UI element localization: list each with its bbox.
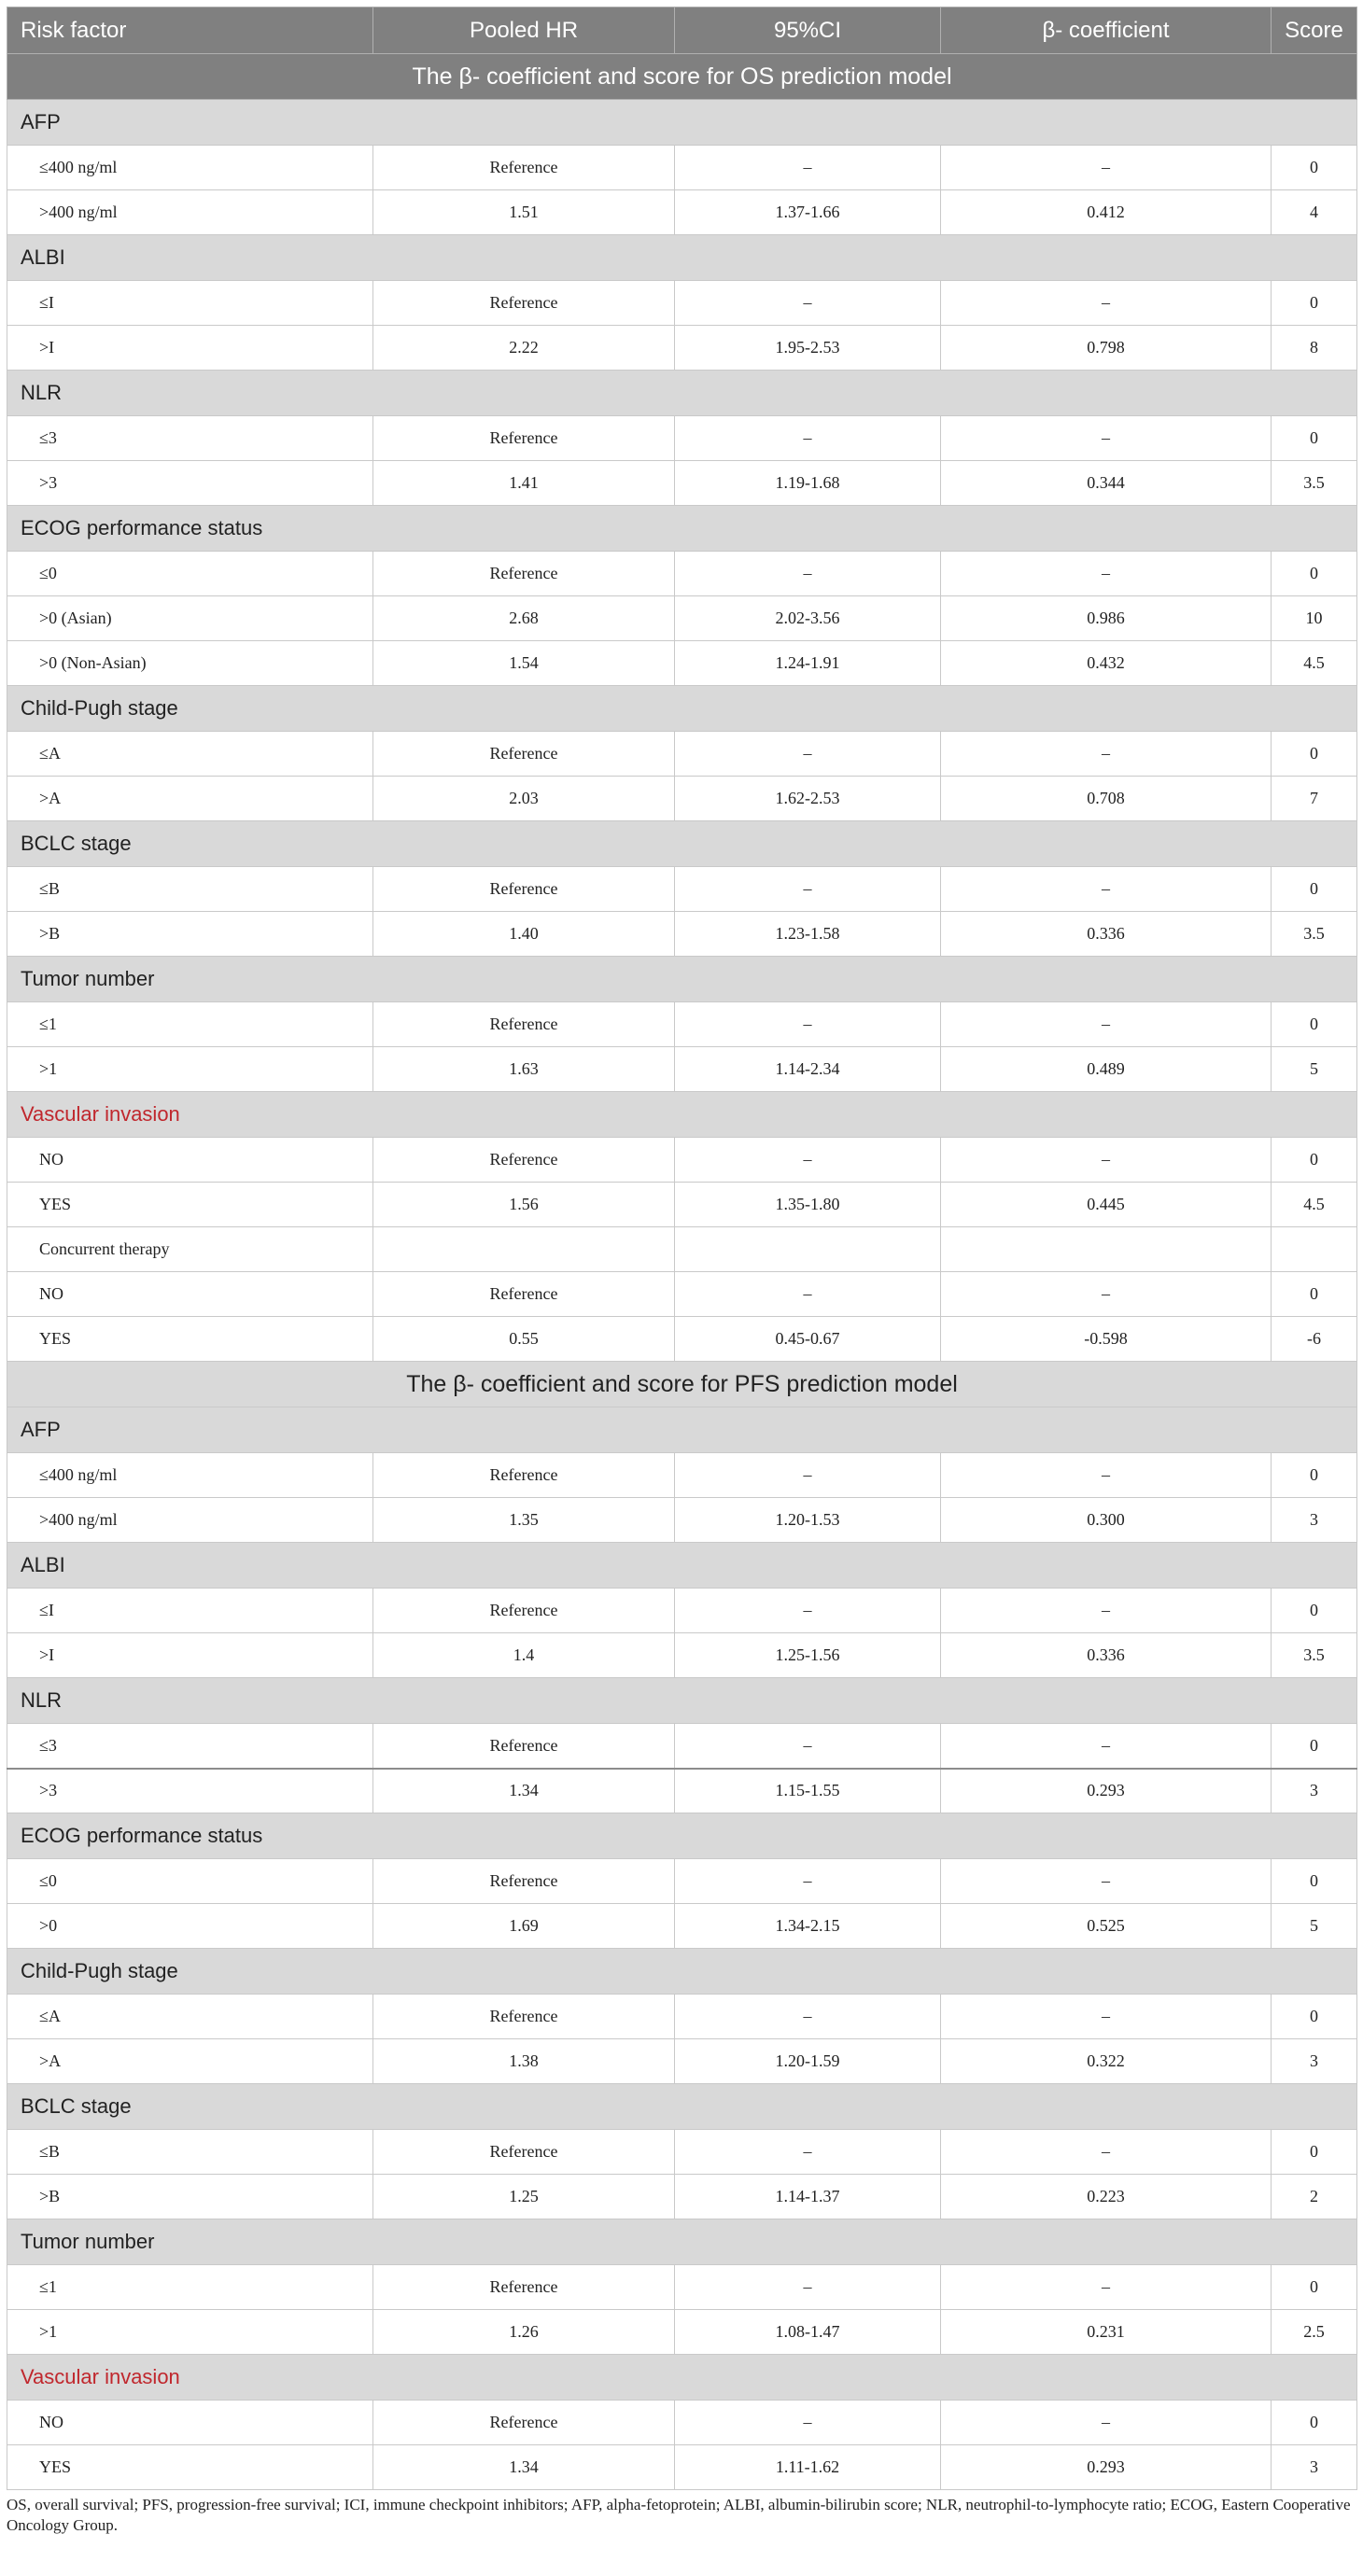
risk-factor-group-row: [7, 1678, 1357, 1724]
cell-level: YES: [7, 1317, 373, 1362]
risk-factor-group-label: Tumor number: [7, 2219, 1357, 2265]
cell-level: ≤1: [7, 1002, 373, 1047]
cell-level: >B: [7, 912, 373, 957]
cell-score: 0: [1272, 1272, 1357, 1317]
risk-score-table: [7, 7, 1357, 2490]
cell-95ci: [675, 1227, 941, 1272]
cell-95ci: –: [675, 2401, 941, 2445]
cell-pooled-hr: Reference: [373, 867, 675, 912]
cell-level: >3: [7, 461, 373, 506]
cell-95ci: 1.25-1.56: [675, 1633, 941, 1678]
cell-pooled-hr: Reference: [373, 1453, 675, 1498]
cell-beta-coefficient: –: [941, 867, 1272, 912]
cell-level: >I: [7, 1633, 373, 1678]
table-row: [7, 1453, 1357, 1498]
cell-level: NO: [7, 2401, 373, 2445]
section-header-row: [7, 1362, 1357, 1407]
cell-pooled-hr: 1.51: [373, 190, 675, 235]
cell-pooled-hr: 1.4: [373, 1633, 675, 1678]
cell-score: 4.5: [1272, 1183, 1357, 1227]
risk-factor-group-label: AFP: [7, 100, 1357, 146]
table-row: [7, 190, 1357, 235]
table-row: [7, 1995, 1357, 2039]
cell-pooled-hr: 1.63: [373, 1047, 675, 1092]
cell-pooled-hr: 1.26: [373, 2310, 675, 2355]
table-row: [7, 1904, 1357, 1949]
cell-pooled-hr: 1.69: [373, 1904, 675, 1949]
cell-beta-coefficient: [941, 1227, 1272, 1272]
risk-factor-group-label: ECOG performance status: [7, 506, 1357, 552]
risk-factor-group-row: [7, 2355, 1357, 2401]
risk-factor-group-label: NLR: [7, 371, 1357, 416]
cell-95ci: –: [675, 1453, 941, 1498]
cell-95ci: 1.14-2.34: [675, 1047, 941, 1092]
table-row: [7, 1633, 1357, 1678]
cell-level: ≤I: [7, 1589, 373, 1633]
cell-95ci: 1.11-1.62: [675, 2445, 941, 2490]
table-footnote: OS, overall survival; PFS, progression-free survival; ICI, immune checkpoint inhibitors; AFP, alpha-fetoprotein; ALBI, albumin-bilirubin score; NLR, neutrophil-to-lymphocyte ratio; ECOG, Eastern Cooperative Oncology Group.: [7, 2496, 1351, 2534]
cell-level: YES: [7, 1183, 373, 1227]
cell-level: ≤0: [7, 552, 373, 596]
cell-level: >400 ng/ml: [7, 1498, 373, 1543]
cell-level: Concurrent therapy: [7, 1227, 373, 1272]
cell-beta-coefficient: –: [941, 2265, 1272, 2310]
cell-score: 3: [1272, 1769, 1357, 1813]
cell-level: >A: [7, 2039, 373, 2084]
cell-95ci: –: [675, 416, 941, 461]
cell-beta-coefficient: 0.445: [941, 1183, 1272, 1227]
cell-score: 3: [1272, 2039, 1357, 2084]
table-row: [7, 1724, 1357, 1769]
cell-level: >A: [7, 777, 373, 821]
cell-beta-coefficient: 0.708: [941, 777, 1272, 821]
cell-beta-coefficient: –: [941, 1138, 1272, 1183]
cell-95ci: –: [675, 146, 941, 190]
cell-level: >3: [7, 1769, 373, 1813]
cell-beta-coefficient: –: [941, 1002, 1272, 1047]
cell-beta-coefficient: –: [941, 732, 1272, 777]
risk-factor-group-label: Vascular invasion: [7, 2355, 1357, 2401]
cell-level: ≤B: [7, 867, 373, 912]
table-row: [7, 867, 1357, 912]
cell-level: ≤A: [7, 732, 373, 777]
risk-factor-group-label: ALBI: [7, 1543, 1357, 1589]
cell-pooled-hr: 1.41: [373, 461, 675, 506]
cell-score: 0: [1272, 552, 1357, 596]
cell-95ci: –: [675, 1589, 941, 1633]
cell-pooled-hr: Reference: [373, 552, 675, 596]
cell-pooled-hr: Reference: [373, 2130, 675, 2175]
cell-score: 2.5: [1272, 2310, 1357, 2355]
cell-beta-coefficient: 0.322: [941, 2039, 1272, 2084]
cell-beta-coefficient: 0.293: [941, 2445, 1272, 2490]
risk-factor-group-row: [7, 1813, 1357, 1859]
cell-score: 0: [1272, 1453, 1357, 1498]
cell-95ci: 2.02-3.56: [675, 596, 941, 641]
cell-95ci: –: [675, 2265, 941, 2310]
cell-score: 0: [1272, 1138, 1357, 1183]
cell-score: 0: [1272, 1724, 1357, 1769]
cell-beta-coefficient: –: [941, 281, 1272, 326]
risk-factor-group-row: [7, 100, 1357, 146]
cell-95ci: 1.62-2.53: [675, 777, 941, 821]
cell-beta-coefficient: 0.300: [941, 1498, 1272, 1543]
table-row: [7, 732, 1357, 777]
risk-factor-group-label: BCLC stage: [7, 821, 1357, 867]
table-row: [7, 146, 1357, 190]
cell-score: 8: [1272, 326, 1357, 371]
cell-beta-coefficient: –: [941, 1995, 1272, 2039]
risk-factor-group-label: BCLC stage: [7, 2084, 1357, 2130]
table-row: [7, 596, 1357, 641]
cell-level: NO: [7, 1138, 373, 1183]
cell-pooled-hr: Reference: [373, 146, 675, 190]
cell-95ci: –: [675, 1995, 941, 2039]
cell-95ci: –: [675, 281, 941, 326]
cell-score: 3.5: [1272, 912, 1357, 957]
cell-pooled-hr: 2.68: [373, 596, 675, 641]
cell-level: >B: [7, 2175, 373, 2219]
cell-95ci: 1.20-1.59: [675, 2039, 941, 2084]
cell-pooled-hr: 1.56: [373, 1183, 675, 1227]
risk-factor-group-row: [7, 371, 1357, 416]
cell-beta-coefficient: 0.489: [941, 1047, 1272, 1092]
cell-score: 3.5: [1272, 461, 1357, 506]
risk-score-table-container: [7, 7, 1356, 2536]
table-row: [7, 1859, 1357, 1904]
cell-beta-coefficient: 0.336: [941, 912, 1272, 957]
header-pooled-hr: Pooled HR: [373, 7, 675, 54]
cell-score: 10: [1272, 596, 1357, 641]
section-header-row: [7, 54, 1357, 100]
table-row: [7, 1183, 1357, 1227]
cell-score: 0: [1272, 1995, 1357, 2039]
cell-score: 3: [1272, 2445, 1357, 2490]
cell-score: 0: [1272, 416, 1357, 461]
cell-pooled-hr: Reference: [373, 1272, 675, 1317]
cell-beta-coefficient: 0.223: [941, 2175, 1272, 2219]
risk-factor-group-row: [7, 235, 1357, 281]
cell-pooled-hr: Reference: [373, 1002, 675, 1047]
cell-score: -6: [1272, 1317, 1357, 1362]
cell-pooled-hr: 1.25: [373, 2175, 675, 2219]
risk-factor-group-row: [7, 1543, 1357, 1589]
risk-factor-group-label: Tumor number: [7, 957, 1357, 1002]
table-row: [7, 1272, 1357, 1317]
risk-factor-group-label: NLR: [7, 1678, 1357, 1724]
cell-pooled-hr: Reference: [373, 1859, 675, 1904]
risk-factor-group-row: [7, 821, 1357, 867]
cell-beta-coefficient: –: [941, 2130, 1272, 2175]
cell-level: >1: [7, 1047, 373, 1092]
cell-pooled-hr: Reference: [373, 281, 675, 326]
cell-level: YES: [7, 2445, 373, 2490]
cell-pooled-hr: Reference: [373, 1589, 675, 1633]
cell-score: 0: [1272, 281, 1357, 326]
risk-factor-group-label: AFP: [7, 1407, 1357, 1453]
cell-95ci: –: [675, 1002, 941, 1047]
cell-score: 5: [1272, 1047, 1357, 1092]
cell-95ci: –: [675, 732, 941, 777]
cell-beta-coefficient: 0.336: [941, 1633, 1272, 1678]
cell-score: [1272, 1227, 1357, 1272]
cell-beta-coefficient: 0.231: [941, 2310, 1272, 2355]
cell-95ci: 1.34-2.15: [675, 1904, 941, 1949]
cell-95ci: 1.35-1.80: [675, 1183, 941, 1227]
cell-beta-coefficient: 0.293: [941, 1769, 1272, 1813]
risk-factor-group-row: [7, 1092, 1357, 1138]
cell-beta-coefficient: –: [941, 552, 1272, 596]
risk-factor-group-label: ECOG performance status: [7, 1813, 1357, 1859]
cell-beta-coefficient: –: [941, 1724, 1272, 1769]
cell-level: ≤0: [7, 1859, 373, 1904]
cell-95ci: 1.24-1.91: [675, 641, 941, 686]
cell-level: ≤I: [7, 281, 373, 326]
cell-level: ≤3: [7, 1724, 373, 1769]
cell-95ci: 1.19-1.68: [675, 461, 941, 506]
risk-factor-group-row: [7, 2084, 1357, 2130]
cell-score: 3: [1272, 1498, 1357, 1543]
cell-95ci: –: [675, 1272, 941, 1317]
table-row: [7, 461, 1357, 506]
risk-factor-group-row: [7, 1949, 1357, 1995]
cell-pooled-hr: [373, 1227, 675, 1272]
table-row: [7, 2265, 1357, 2310]
cell-beta-coefficient: –: [941, 1859, 1272, 1904]
table-row: [7, 2310, 1357, 2355]
cell-pooled-hr: Reference: [373, 2401, 675, 2445]
table-row: [7, 1317, 1357, 1362]
cell-score: 0: [1272, 1002, 1357, 1047]
cell-score: 0: [1272, 2130, 1357, 2175]
table-row: [7, 1769, 1357, 1813]
cell-beta-coefficient: 0.986: [941, 596, 1272, 641]
table-header-row: [7, 7, 1357, 54]
table-row: [7, 1498, 1357, 1543]
table-body: [7, 54, 1357, 2490]
table-row: [7, 1138, 1357, 1183]
cell-beta-coefficient: –: [941, 416, 1272, 461]
cell-pooled-hr: 2.22: [373, 326, 675, 371]
cell-pooled-hr: Reference: [373, 416, 675, 461]
cell-pooled-hr: 0.55: [373, 1317, 675, 1362]
cell-pooled-hr: Reference: [373, 1724, 675, 1769]
header-risk-factor: Risk factor: [7, 7, 373, 54]
cell-score: 3.5: [1272, 1633, 1357, 1678]
cell-beta-coefficient: –: [941, 1453, 1272, 1498]
cell-pooled-hr: 2.03: [373, 777, 675, 821]
cell-level: ≤1: [7, 2265, 373, 2310]
cell-score: 2: [1272, 2175, 1357, 2219]
cell-pooled-hr: 1.35: [373, 1498, 675, 1543]
cell-95ci: –: [675, 1859, 941, 1904]
cell-95ci: 1.95-2.53: [675, 326, 941, 371]
cell-beta-coefficient: –: [941, 1589, 1272, 1633]
cell-95ci: 1.14-1.37: [675, 2175, 941, 2219]
cell-score: 4: [1272, 190, 1357, 235]
cell-beta-coefficient: 0.344: [941, 461, 1272, 506]
table-row: [7, 2130, 1357, 2175]
section-title: The β- coefficient and score for PFS prediction model: [7, 1362, 1357, 1407]
cell-pooled-hr: 1.34: [373, 2445, 675, 2490]
cell-level: >0 (Non-Asian): [7, 641, 373, 686]
cell-95ci: –: [675, 1138, 941, 1183]
cell-level: ≤B: [7, 2130, 373, 2175]
cell-pooled-hr: Reference: [373, 1995, 675, 2039]
header-95ci: 95%CI: [675, 7, 941, 54]
table-row: [7, 281, 1357, 326]
table-row: [7, 1047, 1357, 1092]
table-row: [7, 416, 1357, 461]
cell-95ci: –: [675, 2130, 941, 2175]
cell-95ci: 1.20-1.53: [675, 1498, 941, 1543]
cell-95ci: 1.15-1.55: [675, 1769, 941, 1813]
header-beta-coefficient: β- coefficient: [941, 7, 1272, 54]
cell-pooled-hr: 1.54: [373, 641, 675, 686]
risk-factor-group-label: Child-Pugh stage: [7, 1949, 1357, 1995]
cell-score: 4.5: [1272, 641, 1357, 686]
cell-score: 0: [1272, 2401, 1357, 2445]
cell-beta-coefficient: 0.525: [941, 1904, 1272, 1949]
cell-score: 5: [1272, 1904, 1357, 1949]
cell-level: ≤400 ng/ml: [7, 146, 373, 190]
table-row: [7, 2445, 1357, 2490]
cell-score: 0: [1272, 1589, 1357, 1633]
cell-score: 7: [1272, 777, 1357, 821]
cell-95ci: 1.23-1.58: [675, 912, 941, 957]
cell-95ci: –: [675, 552, 941, 596]
table-row: [7, 2175, 1357, 2219]
cell-pooled-hr: Reference: [373, 732, 675, 777]
cell-score: 0: [1272, 146, 1357, 190]
cell-beta-coefficient: –: [941, 1272, 1272, 1317]
cell-beta-coefficient: 0.798: [941, 326, 1272, 371]
cell-pooled-hr: Reference: [373, 1138, 675, 1183]
cell-score: 0: [1272, 2265, 1357, 2310]
risk-factor-group-row: [7, 1407, 1357, 1453]
cell-score: 0: [1272, 867, 1357, 912]
cell-beta-coefficient: 0.412: [941, 190, 1272, 235]
cell-level: ≤A: [7, 1995, 373, 2039]
risk-factor-group-label: Vascular invasion: [7, 1092, 1357, 1138]
cell-pooled-hr: 1.38: [373, 2039, 675, 2084]
risk-factor-group-row: [7, 506, 1357, 552]
table-row: [7, 912, 1357, 957]
cell-beta-coefficient: –: [941, 146, 1272, 190]
cell-pooled-hr: 1.34: [373, 1769, 675, 1813]
cell-beta-coefficient: -0.598: [941, 1317, 1272, 1362]
section-title: The β- coefficient and score for OS prediction model: [7, 54, 1357, 100]
table-row: [7, 2401, 1357, 2445]
cell-level: ≤3: [7, 416, 373, 461]
header-score: Score: [1272, 7, 1357, 54]
cell-pooled-hr: Reference: [373, 2265, 675, 2310]
risk-factor-group-label: ALBI: [7, 235, 1357, 281]
risk-factor-group-row: [7, 957, 1357, 1002]
cell-level: >I: [7, 326, 373, 371]
table-row: [7, 2039, 1357, 2084]
cell-pooled-hr: 1.40: [373, 912, 675, 957]
table-row: [7, 1227, 1357, 1272]
cell-level: NO: [7, 1272, 373, 1317]
table-row: [7, 1589, 1357, 1633]
cell-beta-coefficient: 0.432: [941, 641, 1272, 686]
cell-level: >0: [7, 1904, 373, 1949]
table-row: [7, 1002, 1357, 1047]
risk-factor-group-label: Child-Pugh stage: [7, 686, 1357, 732]
table-row: [7, 326, 1357, 371]
cell-beta-coefficient: –: [941, 2401, 1272, 2445]
cell-level: >0 (Asian): [7, 596, 373, 641]
cell-95ci: –: [675, 1724, 941, 1769]
risk-factor-group-row: [7, 686, 1357, 732]
cell-level: >1: [7, 2310, 373, 2355]
table-row: [7, 641, 1357, 686]
cell-95ci: –: [675, 867, 941, 912]
table-row: [7, 552, 1357, 596]
risk-factor-group-row: [7, 2219, 1357, 2265]
cell-score: 0: [1272, 732, 1357, 777]
table-row: [7, 777, 1357, 821]
cell-level: >400 ng/ml: [7, 190, 373, 235]
cell-95ci: 1.08-1.47: [675, 2310, 941, 2355]
cell-95ci: 1.37-1.66: [675, 190, 941, 235]
cell-score: 0: [1272, 1859, 1357, 1904]
cell-95ci: 0.45-0.67: [675, 1317, 941, 1362]
cell-level: ≤400 ng/ml: [7, 1453, 373, 1498]
